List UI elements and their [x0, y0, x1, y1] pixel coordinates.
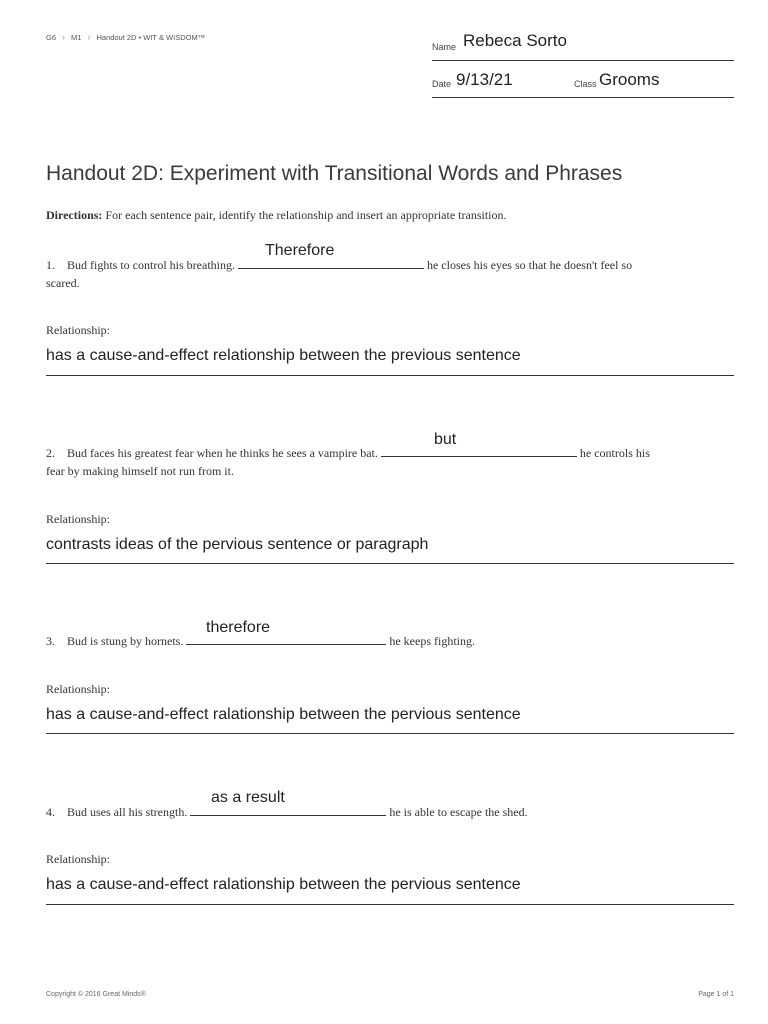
class-label: Class: [574, 79, 597, 89]
chevron-right-icon: ›: [62, 32, 66, 42]
item-number: 3.: [46, 634, 55, 648]
page-title: Handout 2D: Experiment with Transitional Words and Phrases: [46, 162, 623, 185]
sentence-after-continued: fear by making himself not run from it.: [46, 464, 234, 478]
relationship-answer[interactable]: contrasts ideas of the pervious sentence or paragraph: [46, 536, 429, 553]
item-number: 2.: [46, 446, 55, 460]
breadcrumb-item: G6: [46, 32, 57, 42]
sentence-after: he controls his: [579, 446, 650, 460]
sentence-before: Bud uses all his strength.: [67, 805, 188, 819]
relationship-label: Relationship:: [46, 682, 110, 696]
transition-answer[interactable]: as a result: [211, 789, 285, 806]
name-value[interactable]: Rebeca Sorto: [463, 31, 567, 50]
item-number: 1.: [46, 258, 55, 272]
sentence-after: he keeps fighting.: [389, 634, 475, 648]
name-line: [432, 60, 734, 61]
name-label: Name: [432, 42, 457, 52]
sentence-pair: [46, 444, 746, 480]
transition-answer[interactable]: Therefore: [265, 242, 335, 259]
breadcrumb-item: Handout 2D • WIT & WISDOM™: [96, 32, 206, 42]
date-class-line: [432, 97, 734, 98]
transition-blank[interactable]: [381, 444, 577, 457]
breadcrumb: [46, 32, 205, 42]
sentence-before: Bud fights to control his breathing.: [67, 258, 235, 272]
sentence-before: Bud faces his greatest fear when he thinks he sees a vampire bat.: [67, 446, 378, 460]
relationship-label: Relationship:: [46, 323, 110, 337]
transition-blank[interactable]: [186, 632, 386, 645]
sentence-after: he closes his eyes so that he doesn't feel so: [426, 258, 633, 272]
sentence-after-continued: scared.: [46, 276, 80, 290]
chevron-right-icon: ›: [87, 32, 91, 42]
sentence-before: Bud is stung by hornets.: [67, 634, 184, 648]
directions: [46, 208, 507, 223]
relationship-label: Relationship:: [46, 512, 110, 526]
relationship-answer[interactable]: has a cause-and-effect ralationship between the pervious sentence: [46, 876, 521, 893]
date-value[interactable]: 9/13/21: [456, 70, 513, 89]
transition-blank[interactable]: [238, 256, 424, 269]
directions-label: Directions:: [46, 208, 103, 222]
transition-answer[interactable]: but: [434, 431, 457, 448]
item-number: 4.: [46, 805, 55, 819]
page-number: Page 1 of 1: [698, 991, 734, 998]
answer-line: [46, 733, 734, 734]
sentence-pair: [46, 632, 736, 650]
sentence-pair: [46, 803, 736, 821]
answer-line: [46, 375, 734, 376]
transition-answer[interactable]: therefore: [206, 619, 271, 636]
breadcrumb-item: M1: [71, 32, 82, 42]
date-label: Date: [432, 79, 452, 89]
relationship-answer[interactable]: has a cause-and-effect ralationship between the pervious sentence: [46, 706, 521, 723]
directions-text: For each sentence pair, identify the relationship and insert an appropriate transition.: [105, 208, 507, 222]
relationship-label: Relationship:: [46, 852, 110, 866]
relationship-answer[interactable]: has a cause-and-effect relationship between the previous sentence: [46, 347, 521, 364]
class-value[interactable]: Grooms: [599, 70, 660, 89]
answer-line: [46, 904, 734, 905]
sentence-after: he is able to escape the shed.: [389, 805, 528, 819]
transition-blank[interactable]: [190, 803, 386, 816]
sentence-pair: [46, 256, 736, 292]
copyright: Copyright © 2016 Great Minds®: [46, 991, 146, 998]
answer-line: [46, 563, 734, 564]
